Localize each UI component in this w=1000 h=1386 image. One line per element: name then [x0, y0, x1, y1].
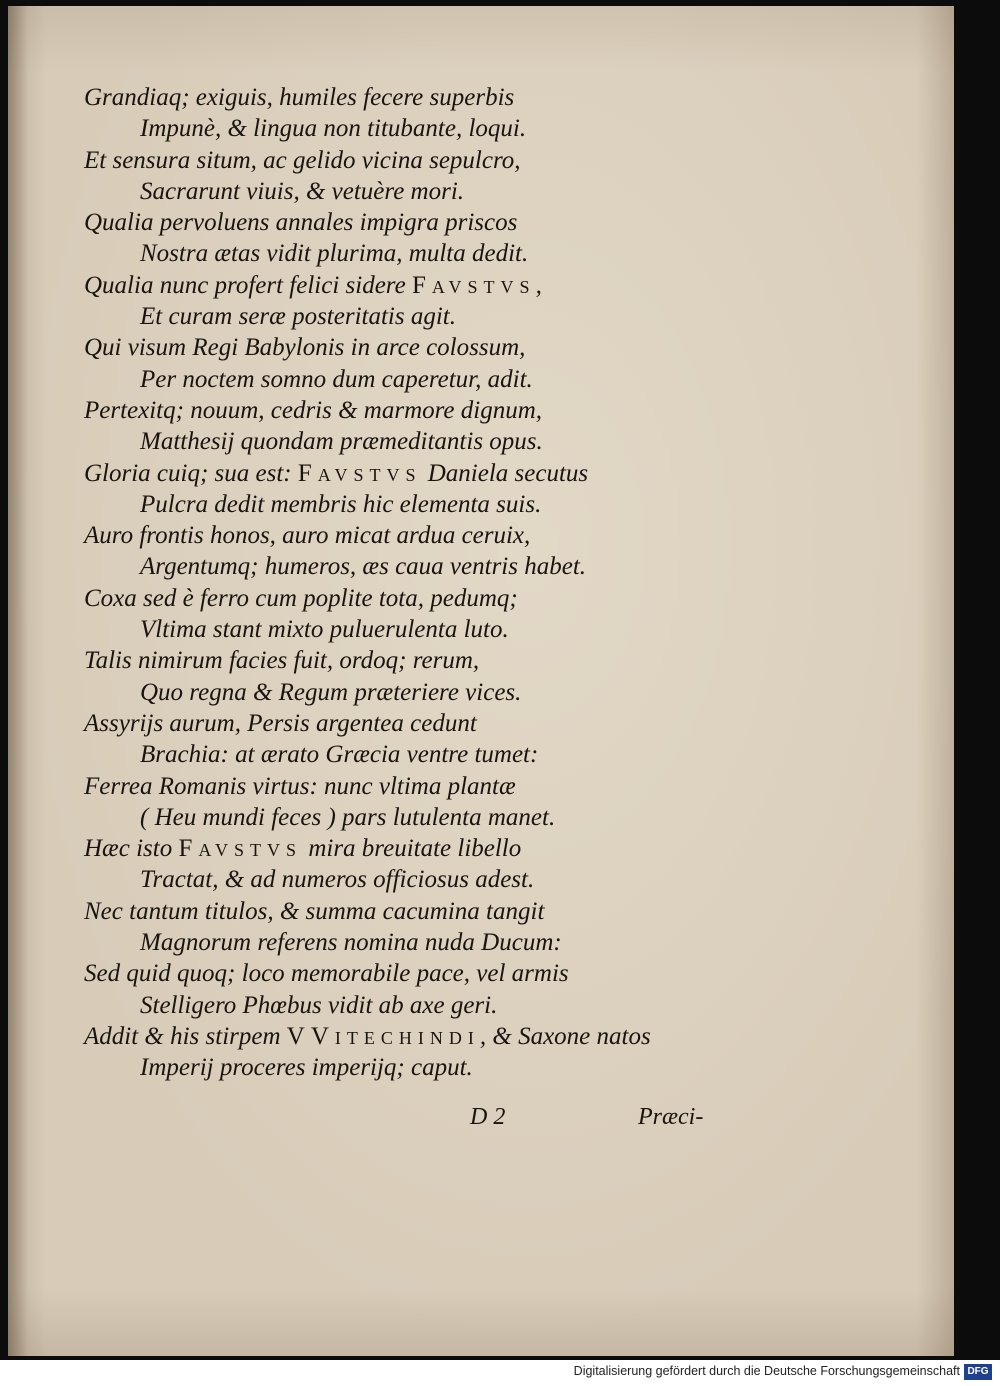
- dfg-logo: DFG: [964, 1364, 992, 1380]
- verse-text: Impunè, & lingua non titubante, loqui.: [140, 115, 527, 143]
- verse-text: ,: [535, 271, 542, 299]
- verse-text: , & Saxone natos: [479, 1022, 651, 1050]
- verse-text: Daniela secutus: [421, 459, 589, 487]
- verse-text: Addit & his stirpem: [84, 1022, 287, 1050]
- funding-credit: Digitalisierung gefördert durch die Deutsche Forschungsgemeinschaft: [573, 1364, 960, 1378]
- digitization-footer: [0, 1360, 1000, 1386]
- verse-line: [84, 113, 744, 144]
- verse-line: [84, 145, 744, 176]
- verse-text: Stelligero Phœbus vidit ab axe geri.: [140, 991, 498, 1019]
- catchword: Præci-: [638, 1104, 704, 1130]
- verse-line: [84, 520, 744, 551]
- verse-line: [84, 708, 744, 739]
- verse-text: Auro frontis honos, auro micat ardua ceruix,: [84, 522, 531, 550]
- poem-text: [84, 82, 744, 1084]
- verse-text: Qualia pervoluens annales impigra priscos: [84, 209, 518, 237]
- verse-line: [84, 614, 744, 645]
- verse-line: [84, 677, 744, 708]
- verse-line: [84, 896, 744, 927]
- verse-line: [84, 82, 744, 113]
- verse-line: [84, 645, 744, 676]
- verse-line: [84, 426, 744, 457]
- verse-text: Et curam seræ posteritatis agit.: [140, 303, 456, 331]
- signature-mark: D 2: [470, 1104, 506, 1130]
- verse-text: Imperij proceres imperijq; caput.: [140, 1054, 473, 1082]
- verse-line: [84, 990, 744, 1021]
- verse-text: Per noctem somno dum caperetur, adit.: [140, 365, 533, 393]
- verse-text: Sed quid quoq; loco memorabile pace, vel armis: [84, 960, 569, 988]
- verse-line: [84, 833, 744, 864]
- verse-line: [84, 1052, 744, 1083]
- verse-line: [84, 583, 744, 614]
- verse-line: [84, 771, 744, 802]
- gutter-shadow: [8, 6, 28, 1356]
- book-page: [8, 6, 954, 1356]
- verse-text: Sacrarunt viuis, & vetuère mori.: [140, 177, 465, 205]
- verse-text: Matthesij quondam præmeditantis opus.: [140, 428, 543, 456]
- verse-text: Tractat, & ad numeros officiosus adest.: [140, 866, 535, 894]
- verse-line: [84, 301, 744, 332]
- verse-text: Qui visum Regi Babylonis in arce colossum,: [84, 334, 526, 362]
- verse-line: [84, 739, 744, 770]
- verse-text: Qualia nunc profert felici sidere: [84, 271, 412, 299]
- verse-text: Brachia: at ærato Græcia ventre tumet:: [140, 741, 539, 769]
- verse-line: [84, 395, 744, 426]
- verse-line: [84, 364, 744, 395]
- verse-text: mira breuitate libello: [302, 835, 522, 863]
- verse-line: [84, 238, 744, 269]
- verse-text: Gloria cuiq; sua est:: [84, 459, 298, 487]
- verse-line: [84, 489, 744, 520]
- verse-text: Hæc isto: [84, 835, 179, 863]
- small-caps-name: Favstvs: [411, 271, 536, 299]
- verse-text: Pertexitq; nouum, cedris & marmore dignum,: [84, 396, 543, 424]
- verse-text: Magnorum referens nomina nuda Ducum:: [140, 929, 562, 957]
- verse-text: Nec tantum titulos, & summa cacumina tangit: [84, 897, 545, 925]
- small-caps-name: VVitechindi: [286, 1022, 480, 1050]
- verse-text: Coxa sed è ferro cum poplite tota, pedumq;: [84, 584, 518, 612]
- verse-line: [84, 207, 744, 238]
- verse-text: Talis nimirum facies fuit, ordoq; rerum,: [84, 647, 480, 675]
- verse-line: [84, 802, 744, 833]
- verse-text: Nostra ætas vidit plurima, multa dedit.: [140, 240, 529, 268]
- verse-line: [84, 927, 744, 958]
- verse-line: [84, 958, 744, 989]
- small-caps-name: Favstvs: [297, 459, 422, 487]
- verse-text: Pulcra dedit membris hic elementa suis.: [140, 490, 542, 518]
- verse-text: Assyrijs aurum, Persis argentea cedunt: [84, 709, 477, 737]
- verse-text: Ferrea Romanis virtus: nunc vltima plantæ: [84, 772, 516, 800]
- verse-text: Argentumq; humeros, æs caua ventris habet.: [140, 553, 587, 581]
- verse-line: [84, 332, 744, 363]
- verse-line: [84, 458, 744, 489]
- verse-text: Quo regna & Regum præteriere vices.: [140, 678, 522, 706]
- small-caps-name: Favstvs: [178, 835, 303, 863]
- verse-line: [84, 864, 744, 895]
- verse-text: ( Heu mundi feces ) pars lutulenta manet.: [140, 803, 556, 831]
- verse-text: Et sensura situm, ac gelido vicina sepulcro,: [84, 146, 521, 174]
- page-footer-line: [8, 1104, 728, 1138]
- verse-line: [84, 1021, 744, 1052]
- verse-line: [84, 551, 744, 582]
- verse-text: Vltima stant mixto puluerulenta luto.: [140, 616, 509, 644]
- verse-line: [84, 270, 744, 301]
- verse-text: Grandiaq; exiguis, humiles fecere superbis: [84, 84, 515, 111]
- verse-line: [84, 176, 744, 207]
